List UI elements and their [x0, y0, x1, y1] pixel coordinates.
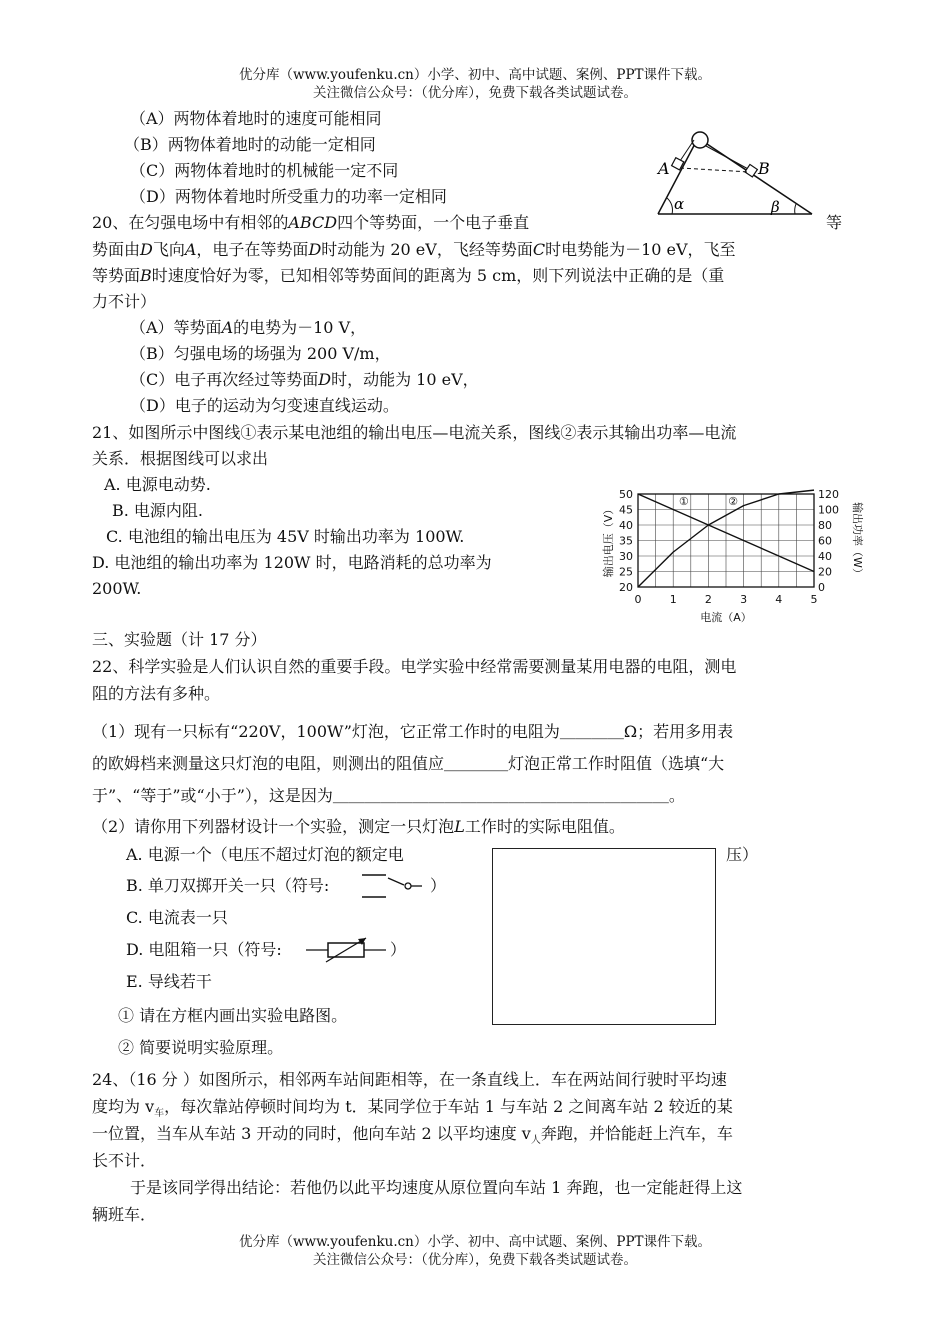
section-3-title: 三、实验题（计 17 分）	[92, 630, 267, 649]
q22-item-c: C. 电流表一只	[126, 908, 228, 927]
x-axis-label: 电流（A）	[700, 611, 752, 624]
q21-option-d: D. 电池组的输出功率为 120W 时，电路消耗的总功率为	[92, 553, 492, 572]
q21-option-b: B. 电源内阻.	[112, 501, 204, 520]
y2-tick-label: 120	[818, 488, 839, 501]
q20-line-4: 力不计）	[92, 292, 157, 311]
q21-option-d-cont: 200W.	[92, 579, 142, 598]
q22-part1-line-2: 的欧姆档来测量这只灯泡的电阻，则测出的阻值应＿＿＿＿灯泡正常工作时阻值（选填“大	[92, 754, 725, 773]
fig-angle-alpha: α	[674, 195, 685, 213]
q22-sub-2: ② 简要说明实验原理。	[118, 1038, 284, 1057]
spdt-switch-symbol	[360, 872, 424, 902]
y2-tick-label: 20	[818, 565, 832, 579]
q24-line-1: 24、（16 分 ）如图所示，相邻两车站间距相等，在一条直线上．车在两站间行驶时平均速	[92, 1070, 727, 1089]
q22-item-d: D. 电阻箱一只（符号:	[126, 940, 282, 959]
q20-option-c: （C）电子再次经过等势面D时，动能为 10 eV，	[130, 370, 479, 389]
q20-line-3: 等势面B时速度恰好为零，已知相邻等势面间的距离为 5 cm，则下列说法中正确的是（重	[92, 266, 725, 285]
q20-option-b: （B）匀强电场的场强为 200 V/m，	[130, 344, 391, 363]
y-tick-label: 40	[619, 519, 633, 532]
fig-label-a: A	[658, 159, 670, 178]
y-axis-label: 输出电压（V）	[602, 503, 615, 578]
y2-tick-label: 100	[818, 503, 839, 517]
q20-line-2: 势面由D飞向A，电子在等势面D时动能为 20 eV，飞经等势面C时电势能为－10 eV，飞至	[92, 240, 736, 259]
q22-item-b-end: ）	[430, 876, 447, 895]
y-tick-label: 25	[619, 565, 633, 579]
q21-line-2: 关系．根据图线可以求出	[92, 449, 269, 468]
y-tick-label: 50	[619, 488, 633, 501]
q19-option-d: （D）两物体着地时所受重力的功率一定相同	[130, 187, 447, 206]
q22-part2-intro: （2）请你用下列器材设计一个实验，测定一只灯泡L工作时的实际电阻值。	[92, 817, 625, 836]
x-tick-label: 5	[810, 593, 818, 606]
q22-item-e: E. 导线若干	[126, 972, 212, 991]
y2-tick-label: 60	[818, 534, 832, 548]
fig-label-b: B	[758, 159, 770, 178]
y2-tick-label: 80	[818, 519, 832, 532]
q24-line-5: 于是该同学得出结论：若他仍以此平均速度从原位置向车站 1 奔跑，也一定能赶得上这	[130, 1178, 743, 1197]
q20-option-d: （D）电子的运动为匀变速直线运动。	[130, 396, 399, 415]
x-tick-label: 4	[775, 593, 783, 606]
q20-option-a: （A）等势面A的电势为－10 V，	[130, 318, 367, 337]
y2-tick-label: 0	[818, 581, 825, 594]
incline-figure	[650, 126, 820, 218]
q19-option-c: （C）两物体着地时的机械能一定不同	[130, 161, 399, 180]
fig-angle-beta: β	[771, 198, 780, 216]
circuit-drawing-box[interactable]	[492, 848, 716, 1025]
q19-option-a: （A）两物体着地时的速度可能相同	[130, 109, 382, 128]
voltage-power-chart	[596, 480, 866, 628]
q21-line-1: 21、如图所示中图线①表示某电池组的输出电压—电流关系，图线②表示其输出功率—电流	[92, 423, 737, 442]
x-tick-label: 1	[669, 593, 677, 606]
series-1-label: ①	[678, 495, 689, 508]
q22-item-b: B. 单刀双掷开关一只（符号:	[126, 876, 330, 895]
header-line-1: 优分库（www.youfenku.cn）小学、初中、高中试题、案例、PPT课件下载。	[238, 67, 712, 83]
q24-line-4: 长不计．	[92, 1151, 157, 1170]
y2-tick-label: 40	[818, 550, 832, 563]
q22-item-d-end: ）	[390, 940, 407, 959]
q22-sub-1: ① 请在方框内画出实验电路图。	[118, 1006, 348, 1025]
q20-line-1-end: 等	[826, 213, 843, 232]
resistance-box-symbol	[306, 934, 390, 964]
q22-part1-line-3: 于”、“等于”或“小于”），这是因为＿＿＿＿＿＿＿＿＿＿＿＿＿＿＿＿＿＿＿＿＿。	[92, 786, 685, 805]
q21-option-a: A. 电源电动势.	[104, 475, 211, 494]
q22-item-a: A. 电源一个（电压不超过灯泡的额定电	[126, 845, 404, 864]
q22-line-1: 22、科学实验是人们认识自然的重要手段。电学实验中经常需要测量某用电器的电阻，测电	[92, 657, 737, 676]
header-line-2: 关注微信公众号：（优分库），免费下载各类试题试卷。	[313, 85, 637, 101]
y-tick-label: 35	[619, 534, 633, 548]
footer-line-1: 优分库（www.youfenku.cn）小学、初中、高中试题、案例、PPT课件下载。	[238, 1234, 712, 1250]
q22-line-2: 阻的方法有多种。	[92, 684, 221, 703]
q20-line-1: 20、在匀强电场中有相邻的ABCD四个等势面，一个电子垂直	[92, 213, 530, 232]
y2-axis-label: 输出功率（W）	[851, 502, 864, 579]
x-tick-label: 2	[704, 593, 712, 606]
q24-line-2: 度均为 $v_车$，每次靠站停顿时间均为 t．某同学位于车站 1 与车站 2 之间离车站 2 较近的某	[92, 1097, 733, 1120]
x-tick-label: 3	[740, 593, 748, 606]
q19-option-b: （B）两物体着地时的动能一定相同	[124, 135, 376, 154]
y-tick-label: 20	[619, 581, 633, 594]
y-tick-label: 45	[619, 503, 633, 517]
q22-part1-line-1: （1）现有一只标有“220V，100W”灯泡，它正常工作时的电阻为＿＿＿＿Ω；若用多用表	[92, 722, 734, 741]
y-tick-label: 30	[619, 550, 633, 563]
q22-item-a-cont: 压）	[726, 845, 759, 864]
series-2-label: ②	[728, 495, 738, 508]
q21-option-c: C. 电池组的输出电压为 45V 时输出功率为 100W.	[106, 527, 465, 546]
x-tick-label: 0	[634, 593, 642, 606]
q24-line-6: 辆班车．	[92, 1205, 157, 1224]
q24-line-3: 一位置，当车从车站 3 开动的同时，他向车站 2 以平均速度 $v_人$奔跑，并恰能赶上汽车，车	[92, 1124, 733, 1147]
footer-line-2: 关注微信公众号：（优分库），免费下载各类试题试卷。	[313, 1252, 637, 1268]
